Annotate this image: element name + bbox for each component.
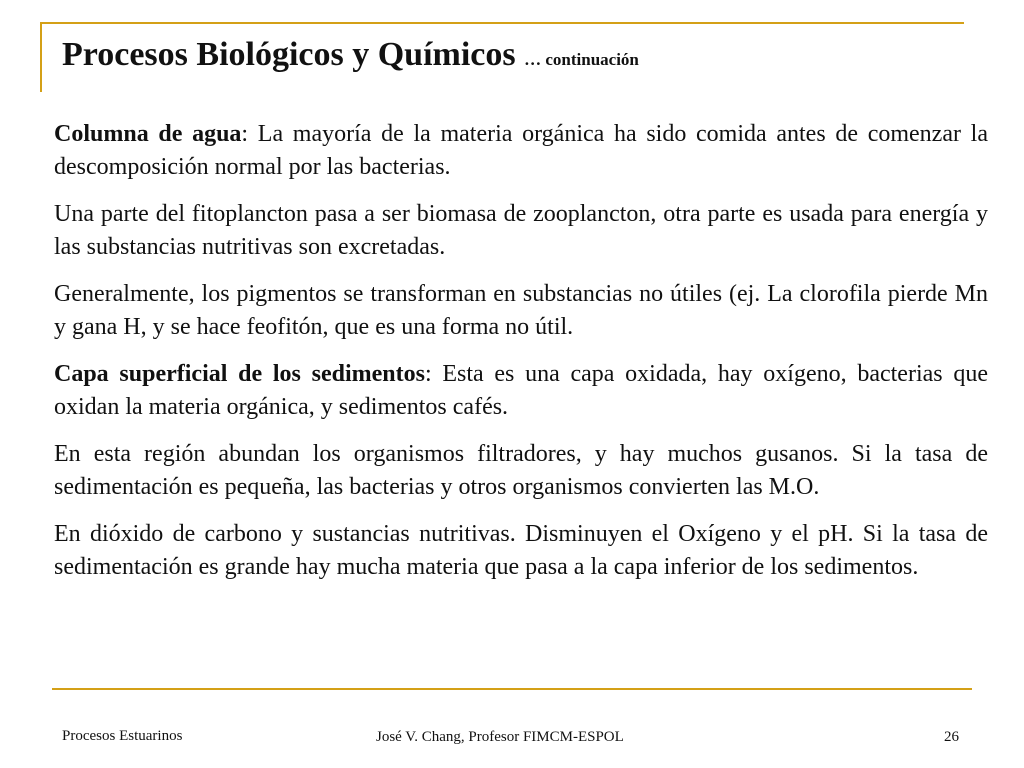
paragraph-water-column bbox=[54, 118, 988, 184]
page-number: 26 bbox=[944, 729, 959, 745]
paragraph-pigments bbox=[54, 278, 988, 344]
left-border-line bbox=[40, 22, 42, 92]
paragraph-text: : La mayoría de la materia orgánica ha sido comida antes de comenzar la descomposición normal por las bacterias. bbox=[54, 121, 988, 180]
paragraph-text: Generalmente, los pigmentos se transforman en substancias no útiles (ej. La clorofila pierde Mn y gana H, y se hace feofitón, que es una forma no útil. bbox=[54, 281, 988, 340]
paragraph-text: En dióxido de carbono y sustancias nutritivas. Disminuyen el Oxígeno y el pH. Si la tasa de sedimentación es grande hay mucha materia que pasa a la capa inferior de los sedimentos. bbox=[54, 521, 988, 580]
paragraph-carbon-dioxide bbox=[54, 518, 988, 584]
slide-title bbox=[62, 36, 639, 74]
paragraph-sediment-surface bbox=[54, 358, 988, 424]
paragraph-text: Una parte del fitoplancton pasa a ser biomasa de zooplancton, otra parte es usada para energía y las substancias nutritivas son excretadas. bbox=[54, 201, 988, 260]
paragraph-lead: Columna de agua bbox=[54, 121, 242, 147]
bottom-border-line bbox=[52, 688, 972, 690]
paragraph-filter-feeders bbox=[54, 438, 988, 504]
slide-body bbox=[54, 118, 988, 598]
paragraph-text: En esta región abundan los organismos filtradores, y hay muchos gusanos. Si la tasa de sedimentación es pequeña, las bacterias y otros organismos convierten las M.O. bbox=[54, 441, 988, 500]
slide-title-main: Procesos Biológicos y Químicos bbox=[62, 36, 516, 73]
footer-author: José V. Chang, Profesor FIMCM-ESPOL bbox=[376, 729, 624, 745]
slide-title-suffix: … continuación bbox=[524, 50, 639, 69]
paragraph-text: : Esta es una capa oxidada, hay oxígeno, bacterias que oxidan la materia orgánica, y sedimentos cafés. bbox=[54, 361, 988, 420]
footer-course: Procesos Estuarinos bbox=[62, 728, 183, 744]
paragraph-phytoplankton bbox=[54, 198, 988, 264]
top-border-line bbox=[40, 22, 964, 24]
paragraph-lead: Capa superficial de los sedimentos bbox=[54, 361, 425, 387]
